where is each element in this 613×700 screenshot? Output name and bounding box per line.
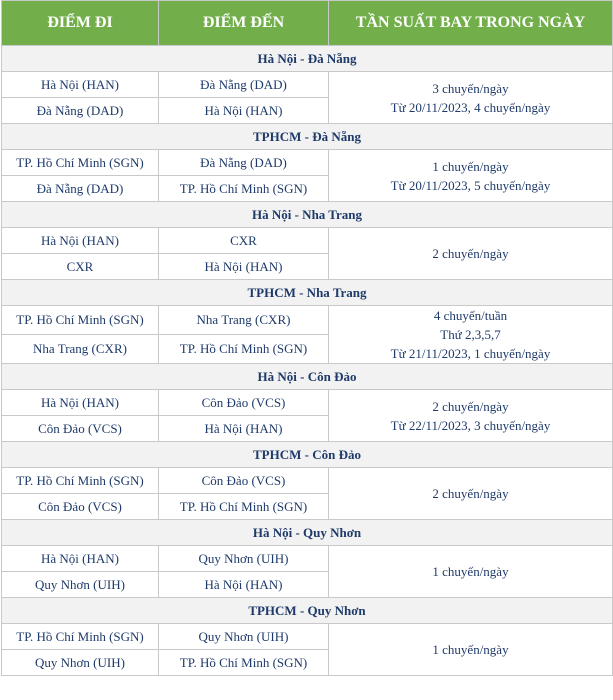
route-group-title: TPHCM - Đà Nẵng	[2, 124, 613, 150]
header-row	[2, 1, 613, 46]
frequency-line: Từ 20/11/2023, 4 chuyến/ngày	[390, 99, 551, 115]
table-row	[2, 228, 613, 254]
destination-cell: Hà Nội (HAN)	[159, 416, 329, 442]
table-row	[2, 468, 613, 494]
destination-cell: TP. Hồ Chí Minh (SGN)	[159, 494, 329, 520]
route-group-title: Hà Nội - Đà Nẵng	[2, 46, 613, 72]
frequency-line: Từ 22/11/2023, 3 chuyến/ngày	[390, 417, 551, 433]
frequency-line: 1 chuyến/ngày	[432, 642, 509, 657]
route-group-title: Hà Nội - Quy Nhơn	[2, 520, 613, 546]
table-row	[2, 624, 613, 650]
table-header	[2, 1, 613, 46]
destination-cell: Hà Nội (HAN)	[159, 572, 329, 598]
frequency-line: 4 chuyến/tuần	[433, 308, 508, 323]
frequency-line: 1 chuyến/ngày	[432, 564, 509, 579]
destination-cell: Đà Nẵng (DAD)	[159, 150, 329, 176]
route-group-row	[2, 202, 613, 228]
table-body	[2, 46, 613, 676]
departure-cell: TP. Hồ Chí Minh (SGN)	[2, 306, 159, 335]
departure-cell: Nha Trang (CXR)	[2, 335, 159, 364]
flight-schedule-table	[1, 0, 613, 676]
destination-cell: CXR	[159, 228, 329, 254]
header-to: ĐIỂM ĐẾN	[159, 1, 329, 46]
frequency-line: 3 chuyến/ngày	[432, 80, 509, 96]
table-row	[2, 306, 613, 335]
route-group-row	[2, 520, 613, 546]
route-group-row	[2, 124, 613, 150]
destination-cell: Côn Đảo (VCS)	[159, 390, 329, 416]
departure-cell: TP. Hồ Chí Minh (SGN)	[2, 150, 159, 176]
frequency-line: Thứ 2,3,5,7	[440, 327, 501, 342]
departure-cell: Côn Đảo (VCS)	[2, 416, 159, 442]
route-group-row	[2, 46, 613, 72]
destination-cell: Côn Đảo (VCS)	[159, 468, 329, 494]
table-row	[2, 390, 613, 416]
departure-cell: Đà Nẵng (DAD)	[2, 176, 159, 202]
route-group-row	[2, 280, 613, 306]
table-row	[2, 546, 613, 572]
frequency-line: 1 chuyến/ngày	[432, 158, 509, 174]
departure-cell: Đà Nẵng (DAD)	[2, 98, 159, 124]
frequency-cell	[329, 468, 613, 520]
departure-cell: Quy Nhơn (UIH)	[2, 572, 159, 598]
destination-cell: Quy Nhơn (UIH)	[159, 624, 329, 650]
header-frequency: TẦN SUẤT BAY TRONG NGÀY	[329, 1, 613, 46]
table-row	[2, 150, 613, 176]
table-row	[2, 72, 613, 98]
route-group-title: TPHCM - Côn Đảo	[2, 442, 613, 468]
destination-cell: Đà Nẵng (DAD)	[159, 72, 329, 98]
frequency-cell	[329, 624, 613, 676]
departure-cell: Hà Nội (HAN)	[2, 390, 159, 416]
destination-cell: Quy Nhơn (UIH)	[159, 546, 329, 572]
departure-cell: Hà Nội (HAN)	[2, 546, 159, 572]
frequency-cell	[329, 228, 613, 280]
frequency-cell	[329, 150, 613, 202]
frequency-cell	[329, 72, 613, 124]
departure-cell: Quy Nhơn (UIH)	[2, 650, 159, 676]
route-group-row	[2, 442, 613, 468]
departure-cell: Hà Nội (HAN)	[2, 228, 159, 254]
destination-cell: TP. Hồ Chí Minh (SGN)	[159, 176, 329, 202]
header-from: ĐIỂM ĐI	[2, 1, 159, 46]
frequency-line: Từ 21/11/2023, 1 chuyến/ngày	[390, 346, 551, 361]
frequency-cell	[329, 390, 613, 442]
destination-cell: TP. Hồ Chí Minh (SGN)	[159, 650, 329, 676]
departure-cell: Hà Nội (HAN)	[2, 72, 159, 98]
frequency-line: Từ 20/11/2023, 5 chuyến/ngày	[390, 177, 551, 193]
route-group-row	[2, 364, 613, 390]
destination-cell: Nha Trang (CXR)	[159, 306, 329, 335]
destination-cell: Hà Nội (HAN)	[159, 98, 329, 124]
departure-cell: TP. Hồ Chí Minh (SGN)	[2, 468, 159, 494]
route-group-title: TPHCM - Quy Nhơn	[2, 598, 613, 624]
destination-cell: Hà Nội (HAN)	[159, 254, 329, 280]
departure-cell: Côn Đảo (VCS)	[2, 494, 159, 520]
destination-cell: TP. Hồ Chí Minh (SGN)	[159, 335, 329, 364]
frequency-cell	[329, 306, 613, 364]
frequency-line: 2 chuyến/ngày	[432, 398, 509, 414]
route-group-title: Hà Nội - Nha Trang	[2, 202, 613, 228]
route-group-row	[2, 598, 613, 624]
frequency-line: 2 chuyến/ngày	[432, 246, 509, 261]
departure-cell: CXR	[2, 254, 159, 280]
frequency-cell	[329, 546, 613, 598]
departure-cell: TP. Hồ Chí Minh (SGN)	[2, 624, 159, 650]
route-group-title: TPHCM - Nha Trang	[2, 280, 613, 306]
route-group-title: Hà Nội - Côn Đảo	[2, 364, 613, 390]
frequency-line: 2 chuyến/ngày	[432, 486, 509, 501]
